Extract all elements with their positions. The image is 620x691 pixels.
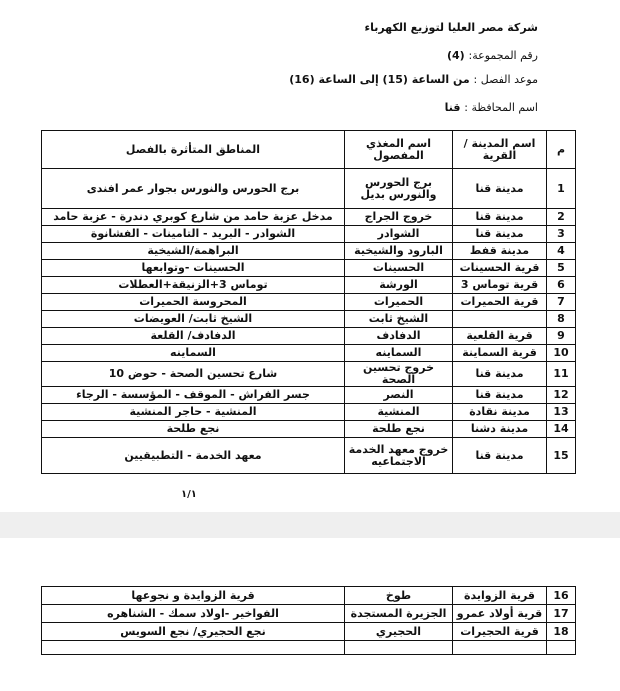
cell-feeder: النصر — [345, 387, 453, 404]
cell-city: مدينة قفط — [453, 243, 547, 260]
table-row — [42, 243, 576, 260]
table-row — [42, 260, 576, 277]
cell-num: 18 — [547, 623, 576, 641]
table-row — [42, 226, 576, 243]
cell-areas: برج الحورس والنورس بجوار عمر افندى — [42, 169, 345, 209]
cell-areas: المحروسة الحميرات — [42, 294, 345, 311]
cell-feeder: نجع طلحة — [345, 421, 453, 438]
cell-feeder: خروج تحسين الصحة — [345, 362, 453, 387]
cell-num: 14 — [547, 421, 576, 438]
cell-feeder: السماينه — [345, 345, 453, 362]
cell-num: 15 — [547, 438, 576, 474]
cell-city: قرية توماس 3 — [453, 277, 547, 294]
table-row — [42, 294, 576, 311]
table-row — [42, 328, 576, 345]
cell-num: 6 — [547, 277, 576, 294]
cell-city: قرية القلعية — [453, 328, 547, 345]
page-number: ١/١ — [181, 489, 197, 500]
cell-areas: جسر الفراش - الموقف - المؤسسة - الرجاء — [42, 387, 345, 404]
cell-feeder: برج الحورس والنورس بديل — [345, 169, 453, 209]
cell-city — [453, 311, 547, 328]
cell-areas: المنشية - حاجر المنشية — [42, 404, 345, 421]
cell-num: 5 — [547, 260, 576, 277]
table-row — [42, 404, 576, 421]
table-row — [42, 387, 576, 404]
group-value: (4) — [446, 49, 465, 62]
cell-city: قرية الحسينات — [453, 260, 547, 277]
table-header-row — [42, 131, 576, 169]
empty-cell — [547, 641, 576, 655]
empty-cell — [42, 641, 345, 655]
cell-city: مدينة قنا — [453, 169, 547, 209]
governorate-value: قنا — [444, 101, 461, 114]
table-row — [42, 209, 576, 226]
cell-num: 8 — [547, 311, 576, 328]
cell-areas: الفواخير -اولاد سمك - الشناهره — [42, 605, 345, 623]
cell-city: قرية الزوايدة — [453, 587, 547, 605]
cell-feeder: خروج الجراج — [345, 209, 453, 226]
table-row — [42, 311, 576, 328]
cell-feeder: الحسينات — [345, 260, 453, 277]
table-row — [42, 623, 576, 641]
cell-areas: البراهمة/الشيخية — [42, 243, 345, 260]
table-row — [42, 587, 576, 605]
cell-feeder: الدفادف — [345, 328, 453, 345]
group-line — [447, 49, 538, 62]
table-row — [42, 362, 576, 387]
cell-areas: السماينه — [42, 345, 345, 362]
cell-city: مدينة دشنا — [453, 421, 547, 438]
governorate-line — [445, 101, 538, 114]
table-body-continued — [42, 587, 576, 655]
cell-num: 4 — [547, 243, 576, 260]
cell-feeder: الورشة — [345, 277, 453, 294]
time-label: موعد الفصل : — [473, 73, 538, 86]
time-value: من الساعة (15) إلى الساعة (16) — [289, 73, 470, 86]
cell-city: قرية السماينة — [453, 345, 547, 362]
page-sheet-2 — [0, 538, 620, 691]
governorate-label: اسم المحافظة : — [464, 101, 538, 114]
cell-city: قرية الحجيرات — [453, 623, 547, 641]
cell-feeder: المنشية — [345, 404, 453, 421]
time-line — [289, 73, 538, 86]
cell-city: مدينة نقادة — [453, 404, 547, 421]
cell-num: 2 — [547, 209, 576, 226]
header-areas: المناطق المتأثرة بالفصل — [42, 131, 345, 169]
cell-city: قرية أولاد عمرو — [453, 605, 547, 623]
cell-areas: معهد الخدمة - التطبيقيين — [42, 438, 345, 474]
cell-num: 10 — [547, 345, 576, 362]
cell-num: 11 — [547, 362, 576, 387]
cell-feeder: خروج معهد الخدمة الاجتماعيه — [345, 438, 453, 474]
cell-city: قرية الحميرات — [453, 294, 547, 311]
cell-areas: الدفادف/ القلعة — [42, 328, 345, 345]
table-row — [42, 169, 576, 209]
cell-areas: الحسينات -وتوابعها — [42, 260, 345, 277]
cell-num: 16 — [547, 587, 576, 605]
empty-table-row — [42, 641, 576, 655]
cell-feeder: الشيخ ثابت — [345, 311, 453, 328]
cell-areas: الشيخ ثابت/ العويضات — [42, 311, 345, 328]
header-feeder: اسم المغذي المفصول — [345, 131, 453, 169]
cell-num: 13 — [547, 404, 576, 421]
cell-areas: شارع تحسين الصحة - حوض 10 — [42, 362, 345, 387]
cell-num: 3 — [547, 226, 576, 243]
schedule-table-continued — [41, 586, 576, 655]
cell-areas: قرية الزوايدة و نجوعها — [42, 587, 345, 605]
cell-feeder: الحميرات — [345, 294, 453, 311]
cell-areas: الشوادر - البريد - التامينات - الفشانوة — [42, 226, 345, 243]
cell-feeder: البارود والشيخية — [345, 243, 453, 260]
cell-city: مدينة قنا — [453, 209, 547, 226]
cell-city: مدينة قنا — [453, 226, 547, 243]
table-body — [42, 169, 576, 474]
cell-num: 1 — [547, 169, 576, 209]
header-city: اسم المدينة / القرية — [453, 131, 547, 169]
cell-areas: توماس 3+الزنيقة+العطلات — [42, 277, 345, 294]
empty-cell — [453, 641, 547, 655]
cell-num: 17 — [547, 605, 576, 623]
company-name: شركة مصر العليا لتوزيع الكهرباء — [364, 21, 538, 34]
cell-num: 9 — [547, 328, 576, 345]
cell-feeder: طوخ — [345, 587, 453, 605]
cell-num: 12 — [547, 387, 576, 404]
table-row — [42, 438, 576, 474]
cell-areas: مدخل عزبة حامد من شارع كوبري دندرة - عزبة حامد — [42, 209, 345, 226]
table-row — [42, 605, 576, 623]
cell-feeder: الحجيري — [345, 623, 453, 641]
cell-areas: نجع طلحة — [42, 421, 345, 438]
table-row — [42, 277, 576, 294]
empty-cell — [345, 641, 453, 655]
cell-city: مدينة قنا — [453, 438, 547, 474]
group-label: رقم المجموعة: — [468, 49, 538, 62]
header-num: م — [547, 131, 576, 169]
cell-num: 7 — [547, 294, 576, 311]
schedule-table — [41, 130, 576, 474]
cell-city: مدينة قنا — [453, 387, 547, 404]
table-row — [42, 421, 576, 438]
cell-feeder: الشوادر — [345, 226, 453, 243]
table-row — [42, 345, 576, 362]
cell-areas: نجع الحجيري/ نجع السويس — [42, 623, 345, 641]
cell-city: مدينة قنا — [453, 362, 547, 387]
cell-feeder: الجزيرة المستجدة — [345, 605, 453, 623]
